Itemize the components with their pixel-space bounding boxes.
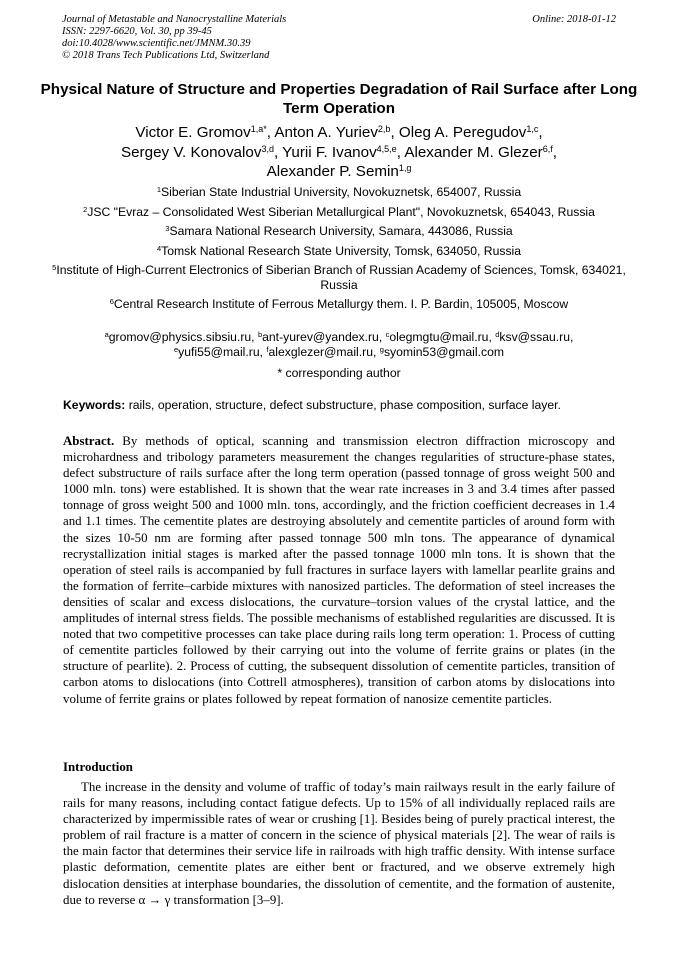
- email[interactable]: $^f$alexglezer@mail.ru: [266, 344, 373, 359]
- email[interactable]: $^a$gromov@physics.sibsiu.ru: [104, 330, 252, 344]
- author-list: [40, 123, 638, 182]
- email[interactable]: $^c$olegmgtu@mail.ru: [385, 330, 489, 344]
- introduction-paragraph: The increase in the density and volume of traffic of today’s main railways result in the early failure of rails for many reasons, including contact fatigue defects. Up to 15% of all individually replaced rails are characterized by impermissible rates of wear or crushing [1]. Besides being of purely practical interest, the problem of rail fracture is a matter of concern in the science of physical materials [2]. The wear of rails is the main factor that determines their service life in railroads with high traffic density. With intense surface plastic deformation, cementite plates are either bent or fractured, and we observe extremely high dislocation densities at interphase boundaries, the dissolution of cementite, and the formation of austenite, due to reverse α → γ transformation [3–9].: [63, 780, 615, 907]
- affiliation-list: [40, 185, 638, 317]
- abstract-text: By methods of optical, scanning and transmission electron diffraction microscopy and microhardness and tribology parameters measurement the changes regularities of structure-phase states, defect substructure of rails surface after the long term operation (passed tonnage of gross weight 500 and 1000 mln. tons) were established. It is shown that the wear rate increases in 3 and 3.4 times after passed tonnage of gross weight 500 and 1000 mln. tons, accordingly, and the friction coefficient decreases in 1.4 and 1.1 times. The cementite plates are destroying absolutely and cementite particles of around form with the sizes 10-50 nm are forming after passed tonnage 500 mln tons. The appearance of dynamical recrystallization initial stages is marked after the passed tonnage 1000 mln tons. It is shown that the operation of steel rails is accompanied by full fractures in surface layers with lamellar pearlite grains and the formation of ferrite–carbide mixtures with nanosized particles. The deformation of steel increases the densities of scalar and excess dislocations, the curvature–torsion values of the crystal lattice, and the amplitudes of internal stress fields. The possible mechanisms of established regularities are discussed. It is noted that two competitive processes can take place during rails long term operation: 1. Process of cutting of cementite particles followed by their carrying out into the volume of ferrite grains or plates (in the structure of pearlite). 2. Process of cutting, the subsequent dissolution of cementite particles, transition of carbon atoms to dislocations (into Cottrell atmospheres), transition of carbon atoms by dislocations into volume of ferrite grains or plates followed by repeat formation of nanosize cementite particles.: [63, 434, 615, 706]
- affiliation: $^6$Central Research Institute of Ferrous Metallurgy them. I. P. Bardin, 105005, Moscow: [109, 297, 569, 311]
- abstract-label: Abstract.: [63, 434, 115, 448]
- keywords-text: rails, operation, structure, defect substructure, phase composition, surface layer.: [125, 398, 561, 412]
- author: Yurii F. Ivanov$^{4,5,e}$,: [282, 143, 405, 161]
- affiliation: $^4$Tomsk National Research State University, Tomsk, 634050, Russia: [156, 243, 522, 258]
- journal-name: Journal of Metastable and Nanocrystalline Materials: [62, 14, 287, 25]
- keywords-label: Keywords:: [63, 398, 126, 412]
- affiliation: $^3$Samara National Research University, Samara, 443086, Russia: [165, 224, 513, 238]
- corresponding-author-note: * corresponding author: [277, 366, 401, 380]
- paper-title: Physical Nature of Structure and Properties Degradation of Rail Surface after Long Term Operation: [40, 81, 638, 117]
- online-date: Online: 2018-01-12: [532, 14, 616, 25]
- author: Anton A. Yuriev$^{2,b}$,: [274, 124, 399, 141]
- author: Oleg A. Peregudov$^{1,c}$,: [398, 124, 543, 141]
- email[interactable]: $^e$yufi55@mail.ru: [173, 344, 260, 359]
- author: Sergey V. Konovalov$^{3,d}$,: [120, 143, 283, 161]
- keywords: [63, 398, 617, 413]
- email[interactable]: $^d$ksv@ssau.ru: [495, 330, 571, 344]
- affiliation: $^1$Siberian State Industrial University, Novokuznetsk, 654007, Russia: [156, 185, 522, 199]
- author: Victor E. Gromov$^{1,a*}$,: [135, 124, 275, 141]
- journal-copyright: © 2018 Trans Tech Publications Ltd, Switzerland: [62, 50, 270, 61]
- email-list: $^a$gromov@physics.sibsiu.ru, $^b$ant-yurev@yandex.ru, $^c$olegmgtu@mail.ru, $^d$ksv@ssau.ru, $^e$yufi55@mail.ru, $^f$alexglezer@mail.ru, $^g$syomin53@gmail.com: [104, 330, 574, 359]
- email[interactable]: $^g$syomin53@gmail.com: [379, 344, 505, 359]
- abstract: [63, 433, 615, 707]
- email[interactable]: $^b$ant-yurev@yandex.ru: [257, 330, 379, 344]
- affiliation: $^2$JSC "Evraz – Consolidated West Siberian Metallurgical Plant", Novokuznetsk, 654043, Russia: [83, 204, 595, 219]
- journal-header: [62, 14, 616, 62]
- journal-doi: doi:10.4028/www.scientific.net/JMNM.30.39: [62, 38, 251, 49]
- author: Alexander M. Glezer$^{6,f}$,: [404, 143, 557, 161]
- author: Alexander P. Semin$^{1,g}$: [266, 163, 412, 180]
- journal-issn: ISSN: 2297-6620, Vol. 30, pp 39-45: [62, 26, 212, 37]
- section-heading-introduction: Introduction: [63, 760, 133, 774]
- affiliation: $^5$Institute of High-Current Electronics of Siberian Branch of Russian Academy of Sciences, Tomsk, 634021, Russia: [52, 263, 626, 292]
